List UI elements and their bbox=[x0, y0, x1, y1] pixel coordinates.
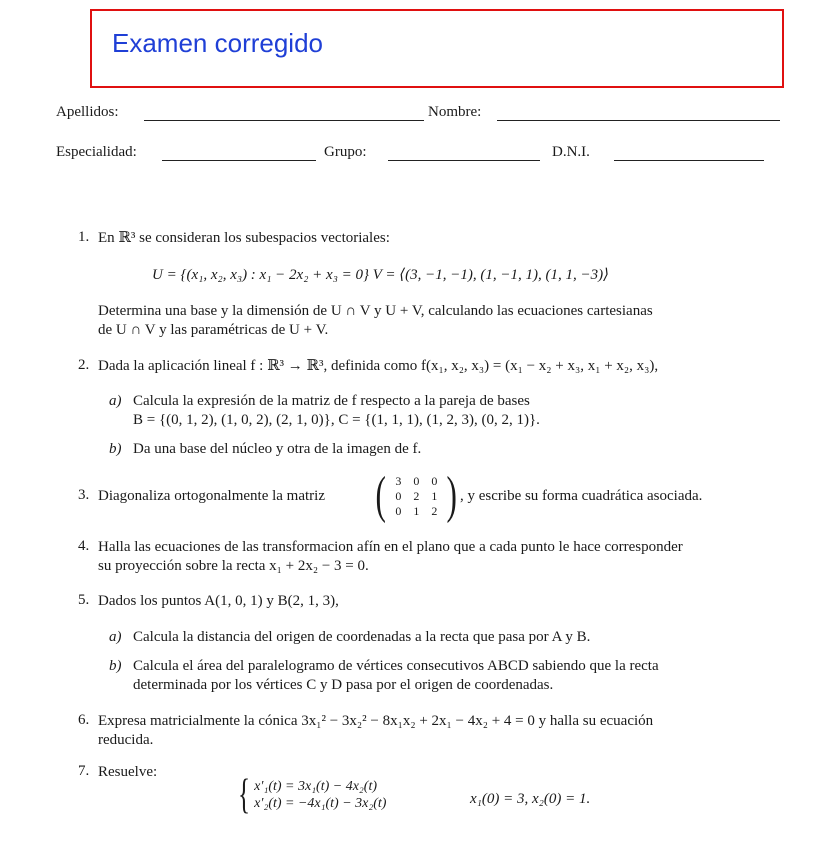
matrix-cell: 0 bbox=[413, 473, 420, 488]
problem-5a-text: Calcula la distancia del origen de coordenadas a la recta que pasa por A y B. bbox=[133, 629, 591, 645]
problem-2a-text-1: Calcula la expresión de la matriz de f respecto a la pareja de bases bbox=[133, 393, 530, 409]
matrix-cell: 2 bbox=[413, 488, 420, 503]
matrix-cell: 3 bbox=[395, 473, 402, 488]
matrix-cell: 2 bbox=[431, 503, 438, 518]
header-box bbox=[90, 9, 784, 88]
problem-5b-text-1: Calcula el área del paralelogramo de vértices consecutivos ABCD sabiendo que la recta bbox=[133, 658, 659, 674]
problem-5b-label: b) bbox=[109, 658, 122, 674]
problem-5-number: 5. bbox=[78, 592, 90, 608]
problem-7-conditions: x₁(0) = 3, x₂(0) = 1. bbox=[470, 791, 591, 807]
problem-5a-label: a) bbox=[109, 629, 122, 645]
problem-4-text-2: su proyección sobre la recta x₁ + 2x₂ − 3 = 0. bbox=[98, 558, 369, 574]
matrix-cell: 0 bbox=[431, 473, 438, 488]
problem-3-text-before: Diagonaliza ortogonalmente la matriz bbox=[98, 488, 325, 504]
apellidos-label: Apellidos: bbox=[56, 104, 119, 120]
nombre-field[interactable] bbox=[497, 120, 780, 121]
problem-6-text-1: Expresa matricialmente la cónica 3x₁² − 3x₂² − 8x₁x₂ + 2x₁ − 4x₂ + 4 = 0 y halla su ecuación bbox=[98, 713, 654, 729]
left-paren-icon: ( bbox=[375, 467, 386, 524]
dni-label: D.N.I. bbox=[552, 144, 590, 160]
right-paren-icon: ) bbox=[446, 467, 458, 524]
problem-2a-text-2: B = {(0, 1, 2), (1, 0, 2), (2, 1, 0)}, C = {(1, 1, 1), (1, 2, 3), (0, 2, 1)}. bbox=[133, 412, 540, 428]
matrix-cell: 1 bbox=[413, 503, 420, 518]
problem-2b-text: Da una base del núcleo y otra de la imagen de f. bbox=[133, 441, 422, 457]
especialidad-field[interactable] bbox=[162, 160, 316, 161]
apellidos-field[interactable] bbox=[144, 120, 424, 121]
problem-1-text-1: Determina una base y la dimensión de U ∩ V y U + V, calculando las ecuaciones cartesianas bbox=[98, 303, 653, 319]
problem-3-matrix bbox=[372, 467, 461, 524]
problem-5-intro: Dados los puntos A(1, 0, 1) y B(2, 1, 3), bbox=[98, 593, 339, 609]
nombre-label: Nombre: bbox=[428, 104, 482, 120]
problem-1-equation: U = {(x₁, x₂, x₃) : x₁ − 2x₂ + x₃ = 0} V = ⟨(3, −1, −1), (1, −1, 1), (1, 1, −3)⟩ bbox=[152, 267, 609, 283]
grupo-field[interactable] bbox=[388, 160, 540, 161]
problem-4-number: 4. bbox=[78, 538, 90, 554]
left-brace-icon: { bbox=[238, 772, 251, 818]
system-equation-1: x′₁(t) = 3x₁(t) − 4x₂(t) bbox=[254, 779, 378, 794]
problem-7-system bbox=[234, 774, 386, 816]
problem-6-number: 6. bbox=[78, 712, 90, 728]
problem-6-text-2: reducida. bbox=[98, 732, 154, 748]
problem-1-number: 1. bbox=[78, 229, 90, 245]
matrix-cell: 1 bbox=[431, 488, 438, 503]
page-title: Examen corregido bbox=[112, 28, 323, 58]
problem-2b-label: b) bbox=[109, 441, 122, 457]
especialidad-label: Especialidad: bbox=[56, 144, 137, 160]
problem-4-text-1: Halla las ecuaciones de las transformacion afín en el plano que a cada punto le hace corresponder bbox=[98, 539, 683, 555]
problem-2-intro: Dada la aplicación lineal f : ℝ³ → ℝ³, definida como f(x₁, x₂, x₃) = (x₁ − x₂ + x₃, x₁ + x₂, x₃), bbox=[98, 358, 659, 374]
problem-3-number: 3. bbox=[78, 487, 90, 503]
problem-7-number: 7. bbox=[78, 763, 90, 779]
problem-1-intro: En ℝ³ se consideran los subespacios vectoriales: bbox=[98, 230, 390, 246]
problem-2-number: 2. bbox=[78, 357, 90, 373]
grupo-label: Grupo: bbox=[324, 144, 367, 160]
problem-1-text-2: de U ∩ V y las paramétricas de U + V. bbox=[98, 322, 329, 338]
problem-7-label: Resuelve: bbox=[98, 764, 158, 780]
problem-3-text-after: , y escribe su forma cuadrática asociada. bbox=[460, 488, 703, 504]
dni-field[interactable] bbox=[614, 160, 764, 161]
system-equation-2: x′₂(t) = −4x₁(t) − 3x₂(t) bbox=[254, 796, 387, 811]
matrix-cell: 0 bbox=[395, 488, 402, 503]
matrix-cell: 0 bbox=[395, 503, 402, 518]
problem-5b-text-2: determinada por los vértices C y D pasa por el origen de coordenadas. bbox=[133, 677, 554, 693]
problem-2a-label: a) bbox=[109, 393, 122, 409]
